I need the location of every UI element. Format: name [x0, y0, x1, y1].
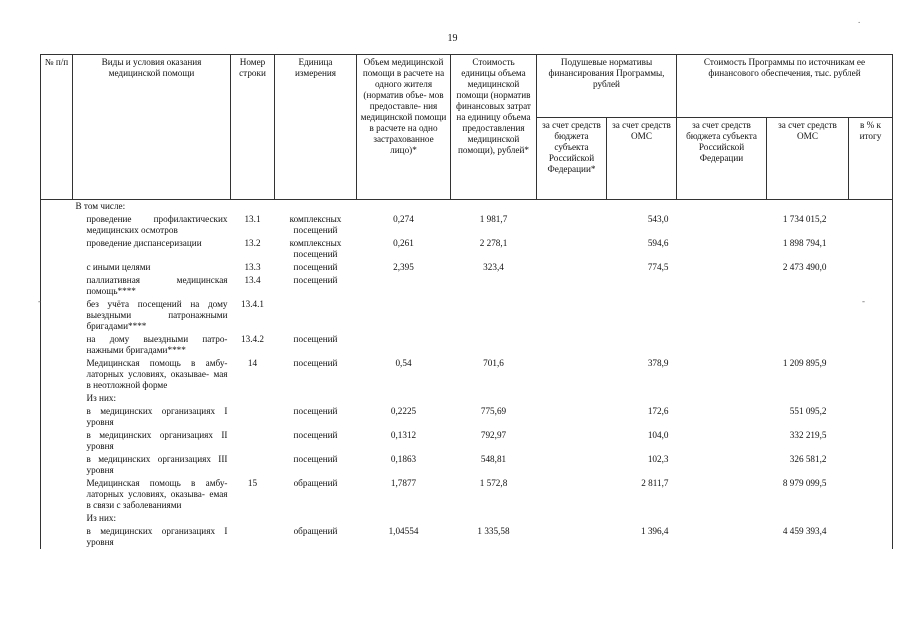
scan-mark: . — [858, 15, 861, 25]
row-pc_oms — [607, 512, 677, 525]
row-volume — [357, 298, 451, 333]
row-line — [231, 200, 275, 214]
row-line: 13.4.1 — [241, 299, 264, 309]
row-volume: 1,7877 — [390, 478, 417, 488]
row-unit: посещений — [293, 454, 338, 464]
row-name: в медицинских организациях II уровня — [86, 430, 228, 451]
row-pc_oms: 104,0 — [647, 430, 669, 440]
row-pc_oms: 774,5 — [647, 262, 669, 272]
empty-cell — [677, 453, 767, 477]
row-volume — [357, 274, 451, 298]
empty-cell — [849, 213, 893, 237]
header-kind: Виды и условия оказания медицинской помощи — [73, 55, 231, 200]
row-cost — [451, 274, 537, 298]
empty-cell — [41, 333, 73, 357]
row-volume: 0,274 — [393, 214, 414, 224]
row-unit — [275, 200, 357, 214]
row-line: 13.4 — [244, 275, 261, 285]
table-body — [41, 200, 893, 550]
empty-cell — [677, 261, 767, 274]
empty-cell — [677, 392, 767, 405]
row-prog_oms: 2 473 490,0 — [782, 262, 827, 272]
header-num: № п/п — [41, 55, 73, 200]
empty-cell — [849, 274, 893, 298]
empty-cell — [537, 261, 607, 274]
empty-cell — [849, 453, 893, 477]
row-prog_oms — [767, 392, 849, 405]
row-pc_oms: 378,9 — [647, 358, 669, 368]
row-pc_oms: 2 811,7 — [641, 478, 669, 488]
table-header — [41, 55, 893, 200]
empty-cell — [537, 213, 607, 237]
row-prog_oms: 332 219,5 — [789, 430, 827, 440]
header-program-cost: Стоимость Программы по источникам ее финансового обеспечения, тыс. рублей — [677, 55, 893, 118]
row-cost: 548,81 — [480, 454, 507, 464]
header-program-budget: за счет средств бюджета субъекта Российской Федерации — [677, 118, 767, 200]
row-unit: посещений — [293, 358, 338, 368]
table-row — [41, 453, 893, 477]
empty-cell — [41, 429, 73, 453]
empty-cell — [677, 298, 767, 333]
row-prog_oms: 1 734 015,2 — [782, 214, 827, 224]
table-row — [41, 429, 893, 453]
row-name: Медицинская помощь в амбу- латорных условиях, оказыва- емая в связи с заболеваниями — [86, 478, 228, 510]
header-line: Номер строки — [231, 55, 275, 200]
row-name: паллиативная медицинская помощь**** — [86, 275, 228, 296]
table-row — [41, 525, 893, 549]
row-unit: посещений — [293, 406, 338, 416]
empty-cell — [41, 298, 73, 333]
row-line: 13.1 — [244, 214, 261, 224]
empty-cell — [537, 392, 607, 405]
row-pc_oms — [607, 392, 677, 405]
row-name: В том числе: — [73, 200, 231, 214]
row-pc_oms: 1 396,4 — [640, 526, 669, 536]
table-row — [41, 200, 893, 214]
row-line — [231, 512, 275, 525]
row-pc_oms: 102,3 — [647, 454, 669, 464]
empty-cell — [537, 477, 607, 512]
empty-cell — [537, 274, 607, 298]
row-prog_oms — [767, 200, 849, 214]
row-prog_oms: 8 979 099,5 — [782, 478, 827, 488]
row-unit — [275, 512, 357, 525]
table-row — [41, 274, 893, 298]
row-name: Медицинская помощь в амбу- латорных условиях, оказывае- мая в неотложной форме — [86, 358, 228, 390]
table-row — [41, 392, 893, 405]
table-row — [41, 298, 893, 333]
row-line: 15 — [247, 478, 258, 488]
row-pc_oms: 543,0 — [647, 214, 669, 224]
scan-mark: - — [862, 296, 865, 306]
empty-cell — [849, 525, 893, 549]
row-volume: 2,395 — [393, 262, 414, 272]
row-cost: 775,69 — [480, 406, 507, 416]
row-cost: 323,4 — [483, 262, 504, 272]
empty-cell — [41, 274, 73, 298]
row-prog_oms — [767, 274, 849, 298]
row-pc_oms: 594,6 — [647, 238, 669, 248]
row-volume: 0,261 — [393, 238, 414, 248]
empty-cell — [41, 237, 73, 261]
empty-cell — [537, 333, 607, 357]
row-name: Из них: — [86, 393, 117, 403]
empty-cell — [41, 477, 73, 512]
empty-cell — [41, 405, 73, 429]
table-row — [41, 405, 893, 429]
empty-cell — [677, 429, 767, 453]
row-prog_oms — [767, 512, 849, 525]
table-row — [41, 333, 893, 357]
row-cost: 792,97 — [480, 430, 507, 440]
empty-cell — [537, 200, 607, 214]
empty-cell — [849, 429, 893, 453]
empty-cell — [537, 429, 607, 453]
empty-cell — [677, 357, 767, 392]
empty-cell — [849, 298, 893, 333]
row-unit — [275, 298, 357, 333]
row-line: 13.4.2 — [241, 334, 264, 344]
empty-cell — [41, 261, 73, 274]
row-prog_oms: 1 898 794,1 — [782, 238, 827, 248]
row-line — [231, 392, 275, 405]
row-cost: 1 572,8 — [479, 478, 508, 488]
row-unit: посещений — [293, 262, 338, 272]
empty-cell — [677, 213, 767, 237]
empty-cell — [849, 200, 893, 214]
empty-cell — [849, 392, 893, 405]
row-cost — [451, 512, 537, 525]
row-name: Из них: — [86, 513, 117, 523]
row-line: 13.2 — [244, 238, 261, 248]
header-per-capita-budget: за счет средств бюджета субъекта Российской Федерации* — [537, 118, 607, 200]
empty-cell — [41, 200, 73, 214]
row-prog_oms: 326 581,2 — [789, 454, 827, 464]
row-name: проведение диспансеризации — [86, 238, 202, 248]
empty-cell — [677, 200, 767, 214]
row-cost: 1 335,58 — [477, 526, 510, 536]
row-unit: комплексных посещений — [289, 214, 342, 235]
program-cost-table — [40, 54, 893, 549]
scan-mark: - — [38, 296, 41, 306]
row-cost: 701,6 — [483, 358, 504, 368]
table-row — [41, 357, 893, 392]
row-name: в медицинских организациях I уровня — [86, 406, 228, 427]
row-volume: 1,04554 — [388, 526, 419, 536]
row-pc_oms — [607, 200, 677, 214]
table-row — [41, 237, 893, 261]
empty-cell — [41, 357, 73, 392]
row-volume — [357, 512, 451, 525]
empty-cell — [677, 477, 767, 512]
row-volume: 0,54 — [395, 358, 412, 368]
header-unit: Единица измерения — [275, 55, 357, 200]
empty-cell — [537, 405, 607, 429]
row-unit: обращений — [293, 526, 338, 536]
page-number: 19 — [447, 33, 458, 44]
empty-cell — [537, 525, 607, 549]
empty-cell — [41, 453, 73, 477]
row-line — [231, 525, 275, 549]
header-per-capita: Подушевые нормативы финансирования Программы, рублей — [537, 55, 677, 118]
row-unit: посещений — [293, 334, 338, 344]
header-cost: Стоимость единицы объема медицинской помощи (норматив финансовых затрат на единицу объема предоставления медицинской помощи), рублей* — [451, 55, 537, 200]
row-line — [231, 429, 275, 453]
empty-cell — [677, 333, 767, 357]
empty-cell — [849, 512, 893, 525]
row-volume — [357, 200, 451, 214]
empty-cell — [537, 237, 607, 261]
row-unit — [275, 392, 357, 405]
header-volume: Объем медицинской помощи в расчете на одного жителя (норматив объе- мов предоставле- ния медицинской помощи в расчете на одно застрахованное лицо)* — [357, 55, 451, 200]
empty-cell — [537, 298, 607, 333]
row-unit: обращений — [293, 478, 338, 488]
row-cost — [451, 333, 537, 357]
row-pc_oms: 172,6 — [647, 406, 669, 416]
row-name: в медицинских организациях I уровня — [86, 526, 228, 547]
empty-cell — [41, 392, 73, 405]
table-row — [41, 512, 893, 525]
row-line: 13.3 — [244, 262, 261, 272]
empty-cell — [849, 261, 893, 274]
empty-cell — [537, 357, 607, 392]
row-volume: 0,2225 — [390, 406, 417, 416]
row-line: 14 — [247, 358, 258, 368]
row-cost: 1 981,7 — [479, 214, 508, 224]
row-volume — [357, 392, 451, 405]
row-pc_oms — [607, 274, 677, 298]
row-cost — [451, 200, 537, 214]
row-cost — [451, 392, 537, 405]
empty-cell — [41, 525, 73, 549]
header-program-pct: в % к итогу — [849, 118, 893, 200]
empty-cell — [41, 512, 73, 525]
empty-cell — [849, 357, 893, 392]
empty-cell — [677, 274, 767, 298]
row-volume: 0,1312 — [390, 430, 417, 440]
empty-cell — [849, 237, 893, 261]
empty-cell — [849, 477, 893, 512]
row-line — [231, 405, 275, 429]
row-cost — [451, 298, 537, 333]
row-name: проведение профилактических медицинских осмотров — [86, 214, 228, 235]
row-unit: посещений — [293, 430, 338, 440]
row-unit: посещений — [293, 275, 338, 285]
table-row — [41, 261, 893, 274]
header-per-capita-oms: за счет средств ОМС — [607, 118, 677, 200]
row-pc_oms — [607, 298, 677, 333]
row-prog_oms — [767, 298, 849, 333]
row-unit: комплексных посещений — [289, 238, 342, 259]
empty-cell — [537, 453, 607, 477]
row-name: в медицинских организациях III уровня — [86, 454, 228, 475]
empty-cell — [849, 405, 893, 429]
header-program-oms: за счет средств ОМС — [767, 118, 849, 200]
row-prog_oms — [767, 333, 849, 357]
table-row — [41, 213, 893, 237]
row-line — [231, 453, 275, 477]
empty-cell — [849, 333, 893, 357]
empty-cell — [677, 237, 767, 261]
row-volume — [357, 333, 451, 357]
row-prog_oms: 4 459 393,4 — [782, 526, 827, 536]
empty-cell — [677, 405, 767, 429]
empty-cell — [41, 213, 73, 237]
row-pc_oms — [607, 333, 677, 357]
row-prog_oms: 551 095,2 — [789, 406, 827, 416]
row-name: с иными целями — [86, 262, 151, 272]
row-name: без учёта посещений на дому выездными патронажными бригадами**** — [86, 299, 228, 331]
empty-cell — [537, 512, 607, 525]
empty-cell — [677, 525, 767, 549]
row-cost: 2 278,1 — [479, 238, 508, 248]
row-name: на дому выездными патро- нажными бригадами**** — [86, 334, 228, 355]
empty-cell — [677, 512, 767, 525]
table-row — [41, 477, 893, 512]
row-prog_oms: 1 209 895,9 — [782, 358, 827, 368]
row-volume: 0,1863 — [390, 454, 417, 464]
